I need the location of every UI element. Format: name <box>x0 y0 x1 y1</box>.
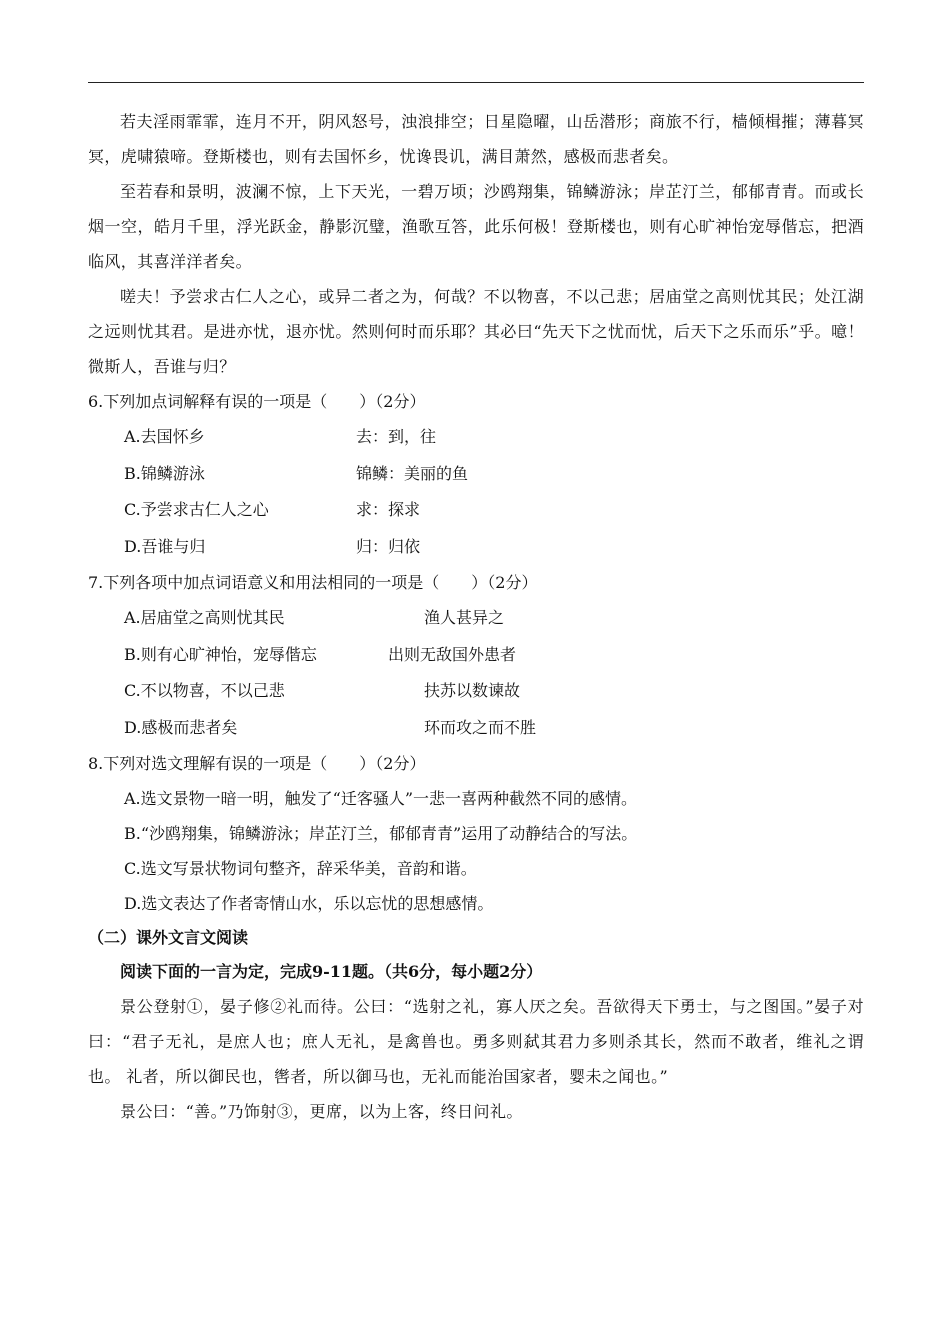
question-7-option: B.则有心旷神怡，宠辱偕忘 出则无敌国外患者 <box>124 644 517 664</box>
question-6-option: D.吾谁与归 归：归依 <box>124 536 421 556</box>
extra-passage-paragraph: 景公登射①，晏子修②礼而待。公曰：“选射之礼，寡人厌之矣。吾欲得天下勇士，与之图国。”晏子对曰：“君子无礼，是庶人也；庶人无礼，是禽兽也。勇多则弑其君力多则杀其长，然而不敢者，维礼之谓也。 礼者，所以御民也，辔者，所以御马也，无礼而能治国家者，婴未之闻也。” <box>88 997 864 1086</box>
question-8-stem: 8.下列对选文理解有误的一项是（ ）（2分） <box>88 754 426 773</box>
section-instruction: 阅读下面的一言为定，完成9-11题。（共6分，每小题2分） <box>120 962 543 981</box>
question-6-option: B.锦鳞游泳 锦鳞：美丽的鱼 <box>124 463 469 483</box>
section-heading: （二）课外文言文阅读 <box>88 928 249 947</box>
question-6-stem: 6.下列加点词解释有误的一项是（ ）（2分） <box>88 392 426 411</box>
passage-paragraph: 若夫淫雨霏霏，连月不开，阴风怒号，浊浪排空；日星隐曜，山岳潜形；商旅不行，樯倾楫摧；薄暮冥冥，虎啸猿啼。登斯楼也，则有去国怀乡，忧谗畏讥，满目萧然，感极而悲者矣。 <box>88 112 864 166</box>
question-7-option: C.不以物喜，不以己悲 扶苏以数谏故 <box>124 681 521 700</box>
question-6-option: C.予尝求古仁人之心 求：探求 <box>124 500 421 519</box>
passage-paragraph: 至若春和景明，波澜不惊，上下天光，一碧万顷；沙鸥翔集，锦鳞游泳；岸芷汀兰，郁郁青青。而或长烟一空，皓月千里，浮光跃金，静影沉璧，渔歌互答，此乐何极！登斯楼也，则有心旷神怡宠辱偕忘，把酒临风，其喜洋洋者矣。 <box>88 182 864 271</box>
passage-paragraph: 嗟夫！予尝求古仁人之心，或异二者之为，何哉？不以物喜，不以己悲；居庙堂之高则忧其民；处江湖之远则忧其君。是进亦忧，退亦忧。然则何时而乐耶？其必曰“先天下之忧而忧，后天下之乐而乐”乎。噫！微斯人，吾谁与归？ <box>88 287 864 376</box>
extra-passage-paragraph: 景公曰：“善。”乃饰射③，更席，以为上客，终日问礼。 <box>120 1102 523 1121</box>
question-7-option: D.感极而悲者矣 环而攻之而不胜 <box>124 717 537 737</box>
question-8-option: D.选文表达了作者寄情山水，乐以忘忧的思想感情。 <box>124 894 494 913</box>
header-rule <box>88 82 864 83</box>
question-8-option: C.选文写景状物词句整齐，辞采华美，音韵和谐。 <box>124 859 477 878</box>
question-8-option: B.“沙鸥翔集，锦鳞游泳；岸芷汀兰，郁郁青青”运用了动静结合的写法。 <box>124 824 638 843</box>
question-8-option: A.选文景物一暗一明，触发了“迁客骚人”一悲一喜两种截然不同的感情。 <box>124 789 638 808</box>
document-body <box>88 104 864 1129</box>
question-6-option: A.去国怀乡 去：到，往 <box>124 427 437 446</box>
question-7-stem: 7.下列各项中加点词语意义和用法相同的一项是（ ）（2分） <box>88 573 538 592</box>
question-7-option: A.居庙堂之高则忧其民 渔人甚异之 <box>124 608 505 627</box>
